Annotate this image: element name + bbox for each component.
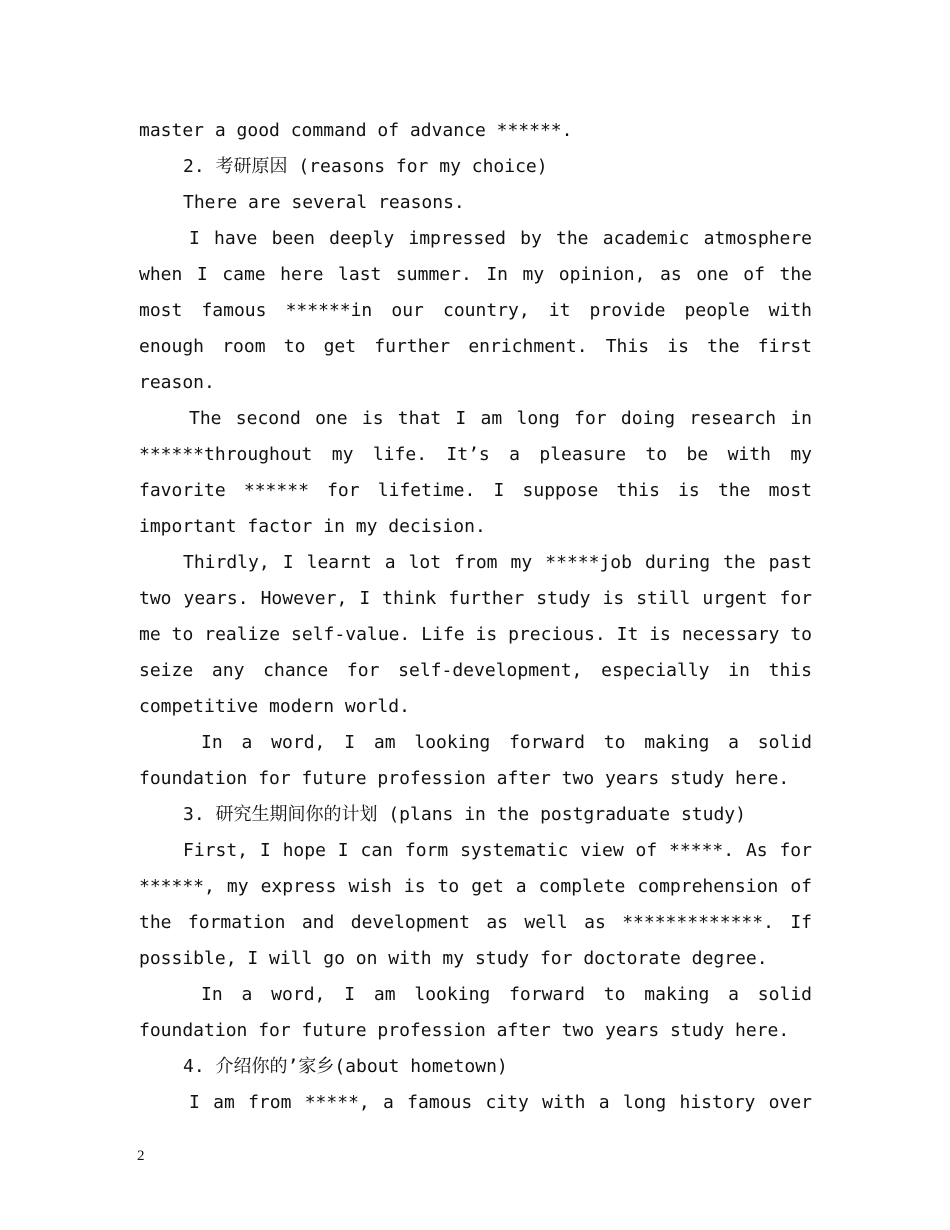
text-line: me to realize self-value. Life is precious. It is necessary to: [139, 624, 812, 645]
text-line: reason.: [139, 372, 215, 393]
text-line: enough room to get further enrichment. This is the first: [139, 336, 812, 357]
page-number: 2: [137, 1148, 145, 1164]
text-line: master a good command of advance ******.: [139, 120, 573, 141]
text-line: important factor in my decision.: [139, 516, 486, 537]
section-heading: 2. 考研原因 (reasons for my choice): [183, 156, 548, 177]
text-line: There are several reasons.: [183, 192, 465, 213]
text-line: I am from *****, a famous city with a long history over: [189, 1092, 812, 1113]
document-body: [139, 113, 812, 1121]
text-line: The second one is that I am long for doing research in: [189, 408, 812, 429]
text-line: seize any chance for self-development, especially in this: [139, 660, 812, 681]
text-line: First, I hope I can form systematic view of *****. As for: [183, 840, 812, 861]
text-line: ******, my express wish is to get a complete comprehension of: [139, 876, 812, 897]
text-line: foundation for future profession after two years study here.: [139, 1020, 790, 1041]
text-line: two years. However, I think further study is still urgent for: [139, 588, 812, 609]
section-heading: 3. 研究生期间你的计划 (plans in the postgraduate study): [183, 804, 746, 825]
section-heading: 4. 介绍你的’家乡(about hometown): [183, 1056, 508, 1077]
text-line: I have been deeply impressed by the academic atmosphere: [189, 228, 812, 249]
text-line: favorite ****** for lifetime. I suppose this is the most: [139, 480, 812, 501]
text-line: most famous ******in our country, it provide people with: [139, 300, 812, 321]
text-line: ******throughout my life. It’s a pleasure to be with my: [139, 444, 812, 465]
text-line: In a word, I am looking forward to making a solid: [201, 984, 812, 1005]
text-line: the formation and development as well as *************. If: [139, 912, 812, 933]
text-line: competitive modern world.: [139, 696, 410, 717]
text-line: when I came here last summer. In my opinion, as one of the: [139, 264, 812, 285]
text-line: foundation for future profession after two years study here.: [139, 768, 790, 789]
text-line: possible, I will go on with my study for doctorate degree.: [139, 948, 768, 969]
text-line: Thirdly, I learnt a lot from my *****job during the past: [183, 552, 812, 573]
text-line: In a word, I am looking forward to making a solid: [201, 732, 812, 753]
